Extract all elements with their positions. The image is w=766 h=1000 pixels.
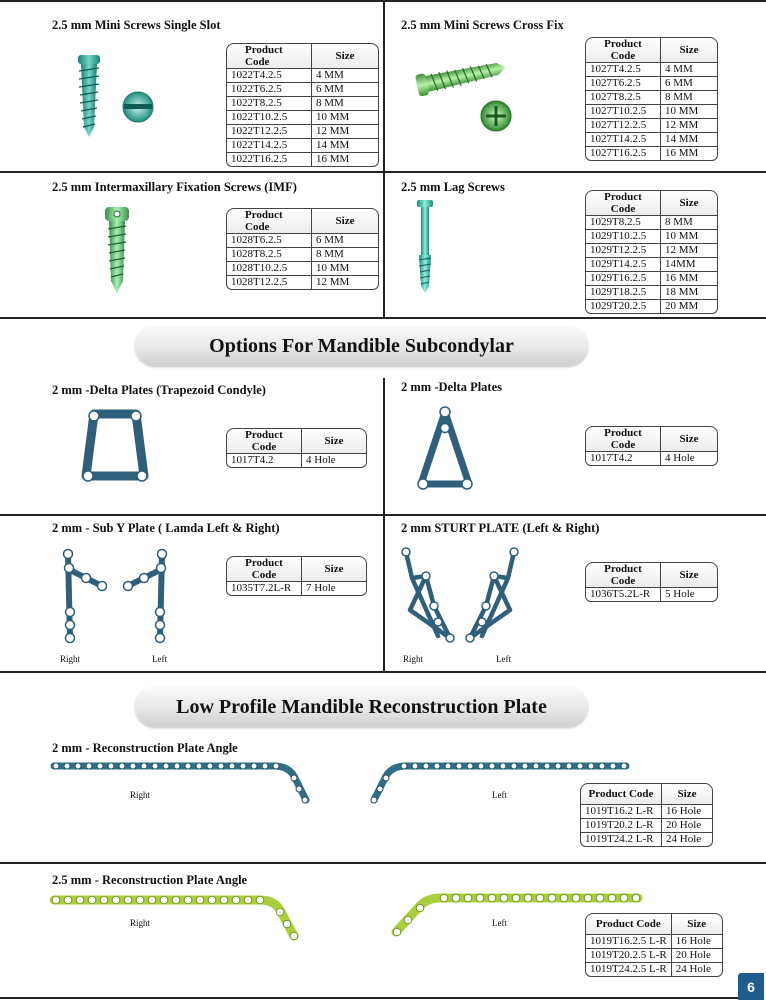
- plate-hole: [621, 763, 627, 769]
- plate-hole: [533, 763, 539, 769]
- size-cell: 4 MM: [660, 63, 718, 77]
- size-cell: 14 MM: [660, 133, 718, 147]
- plate-hole: [434, 763, 440, 769]
- size-cell: 12 MM: [660, 119, 718, 133]
- plate-hole: [218, 763, 224, 769]
- product-code-cell: 1019T24.2 L-R: [580, 833, 661, 847]
- plate-hole: [522, 763, 528, 769]
- table-row: [226, 69, 379, 83]
- column-header-size: Size: [311, 43, 379, 69]
- product-code-cell: 1028T8.2.5: [226, 248, 311, 262]
- section-title-recon-2mm: 2 mm - Reconstruction Plate Angle: [52, 741, 238, 755]
- table-row: [585, 452, 718, 466]
- plate-hole: [596, 894, 604, 902]
- label-right: Right: [130, 790, 151, 800]
- plate-hole: [251, 763, 257, 769]
- table-row: [226, 248, 379, 262]
- column-header-size: Size: [660, 562, 718, 588]
- table-row: [226, 83, 379, 97]
- plate-hole: [172, 896, 180, 904]
- label-right: Right: [403, 654, 424, 664]
- product-code-cell: 1029T12.2.5: [585, 244, 660, 258]
- column-header-size: Size: [660, 190, 718, 216]
- label-right: Right: [60, 654, 81, 664]
- product-code-cell: 1022T4.2.5: [226, 69, 311, 83]
- product-table-recon-2mm: [580, 783, 713, 847]
- section-title-mini-single: 2.5 mm Mini Screws Single Slot: [52, 18, 221, 32]
- column-header-size: Size: [671, 913, 723, 935]
- sub-y-plate-right-image: [58, 548, 113, 648]
- size-cell: 5 Hole: [660, 588, 718, 602]
- plate-hole: [383, 775, 389, 781]
- plate-hole: [577, 763, 583, 769]
- size-cell: 12 MM: [311, 125, 379, 139]
- size-cell: 20 Hole: [661, 819, 713, 833]
- plate-hole: [555, 763, 561, 769]
- table-row: [226, 125, 379, 139]
- plate-hole: [112, 896, 120, 904]
- table-row: [585, 935, 723, 949]
- plate-hole: [273, 763, 279, 769]
- table-row: [585, 105, 718, 119]
- size-cell: 16 MM: [660, 147, 718, 161]
- recon-plate-2-5mm-right-image: [48, 890, 308, 946]
- plate-hole: [393, 928, 401, 936]
- plate-hole: [136, 896, 144, 904]
- product-code-cell: 1022T14.2.5: [226, 139, 311, 153]
- plate-hole: [476, 894, 484, 902]
- product-code-cell: 1036T5.2L-R: [585, 588, 660, 602]
- product-code-cell: 1029T16.2.5: [585, 272, 660, 286]
- plate-hole: [440, 894, 448, 902]
- plate-hole: [119, 763, 125, 769]
- size-cell: 6 MM: [660, 77, 718, 91]
- product-table-lag: [585, 190, 718, 314]
- plate-hole: [456, 763, 462, 769]
- table-row: [580, 805, 713, 819]
- size-cell: 4 Hole: [660, 452, 718, 466]
- plate-hole: [560, 894, 568, 902]
- mini-screw-single-slot-image: [70, 55, 180, 150]
- plate-hole: [296, 786, 302, 792]
- column-divider-middle: [383, 378, 385, 672]
- product-code-cell: 1029T14.2.5: [585, 258, 660, 272]
- product-table-sturt: [585, 562, 718, 602]
- bottom-rule: [0, 997, 738, 999]
- product-code-cell: 1029T18.2.5: [585, 286, 660, 300]
- product-code-cell: 1022T10.2.5: [226, 111, 311, 125]
- table-row: [226, 139, 379, 153]
- column-header-product-code: Product Code: [585, 37, 660, 63]
- product-table-sub-y: [226, 556, 367, 596]
- row-divider-2: [0, 317, 766, 319]
- section-title-recon-2-5mm: 2.5 mm - Reconstruction Plate Angle: [52, 873, 248, 887]
- section-title-delta-trapezoid: 2 mm -Delta Plates (Trapezoid Condyle): [52, 383, 266, 397]
- label-left: Left: [492, 790, 507, 800]
- product-code-cell: 1027T14.2.5: [585, 133, 660, 147]
- plate-hole: [229, 763, 235, 769]
- product-code-cell: 1029T8.2.5: [585, 216, 660, 230]
- size-cell: 16 Hole: [661, 805, 713, 819]
- plate-hole: [174, 763, 180, 769]
- plate-hole: [377, 786, 383, 792]
- plate-hole: [478, 763, 484, 769]
- plate-hole: [75, 763, 81, 769]
- size-cell: 14 MM: [311, 139, 379, 153]
- plate-hole: [452, 894, 460, 902]
- banner-subcondylar: Options For Mandible Subcondylar: [135, 326, 588, 366]
- size-cell: 16 MM: [660, 272, 718, 286]
- product-code-cell: 1035T7.2L-R: [226, 582, 301, 596]
- column-header-size: Size: [661, 783, 713, 805]
- plate-hole: [76, 896, 84, 904]
- size-cell: 8 MM: [660, 91, 718, 105]
- plate-hole: [544, 763, 550, 769]
- plate-hole: [620, 894, 628, 902]
- product-code-cell: 1019T16.2 L-R: [580, 805, 661, 819]
- plate-hole: [632, 894, 640, 902]
- table-row: [585, 286, 718, 300]
- plate-hole: [196, 763, 202, 769]
- plate-hole: [610, 763, 616, 769]
- row-divider-5: [0, 862, 766, 864]
- plate-hole: [160, 896, 168, 904]
- column-header-size: Size: [660, 37, 718, 63]
- delta-plate-trapezoid-image: [80, 408, 150, 488]
- table-row: [585, 133, 718, 147]
- plate-hole: [130, 763, 136, 769]
- size-cell: 24 Hole: [671, 963, 723, 977]
- plate-hole: [52, 896, 60, 904]
- table-row: [585, 63, 718, 77]
- table-row: [226, 234, 379, 248]
- column-header-size: Size: [660, 426, 718, 452]
- plate-hole: [152, 763, 158, 769]
- plate-hole: [88, 896, 96, 904]
- plate-hole: [467, 763, 473, 769]
- plate-hole: [588, 763, 594, 769]
- plate-hole: [244, 896, 252, 904]
- table-row: [226, 582, 367, 596]
- size-cell: 14MM: [660, 258, 718, 272]
- section-title-mini-cross: 2.5 mm Mini Screws Cross Fix: [401, 18, 564, 32]
- label-right: Right: [130, 918, 151, 928]
- table-row: [585, 244, 718, 258]
- column-header-size: Size: [311, 208, 379, 234]
- size-cell: 10 MM: [311, 262, 379, 276]
- size-cell: 4 MM: [311, 69, 379, 83]
- plate-hole: [262, 763, 268, 769]
- plate-hole: [64, 763, 70, 769]
- product-code-cell: 1019T20.2.5 L-R: [585, 949, 671, 963]
- page-number-badge: 6: [738, 973, 764, 1000]
- column-header-product-code: Product Code: [585, 913, 671, 935]
- mini-screw-cross-fix-image: [414, 50, 524, 150]
- table-row: [226, 276, 379, 290]
- plate-hole: [412, 763, 418, 769]
- table-row: [585, 77, 718, 91]
- size-cell: 18 MM: [660, 286, 718, 300]
- product-table-mini-single: [226, 43, 379, 167]
- column-header-product-code: Product Code: [580, 783, 661, 805]
- plate-hole: [423, 763, 429, 769]
- size-cell: 24 Hole: [661, 833, 713, 847]
- section-title-lag: 2.5 mm Lag Screws: [401, 180, 505, 194]
- plate-hole: [416, 904, 424, 912]
- size-cell: 8 MM: [311, 97, 379, 111]
- size-cell: 6 MM: [311, 234, 379, 248]
- plate-hole: [291, 775, 297, 781]
- plate-hole: [512, 894, 520, 902]
- table-row: [226, 454, 367, 468]
- product-code-cell: 1027T10.2.5: [585, 105, 660, 119]
- size-cell: 16 Hole: [671, 935, 723, 949]
- table-row: [585, 949, 723, 963]
- product-code-cell: 1027T8.2.5: [585, 91, 660, 105]
- plate-hole: [536, 894, 544, 902]
- plate-hole: [404, 916, 412, 924]
- row-divider-1: [0, 171, 766, 173]
- table-row: [585, 272, 718, 286]
- product-code-cell: 1029T10.2.5: [585, 230, 660, 244]
- product-code-cell: 1019T20.2 L-R: [580, 819, 661, 833]
- product-code-cell: 1017T4.2: [585, 452, 660, 466]
- table-row: [585, 963, 723, 977]
- table-row: [585, 147, 718, 161]
- table-row: [585, 258, 718, 272]
- plate-hole: [97, 763, 103, 769]
- product-code-cell: 1027T6.2.5: [585, 77, 660, 91]
- label-left: Left: [152, 654, 167, 664]
- product-code-cell: 1022T12.2.5: [226, 125, 311, 139]
- size-cell: 8 MM: [660, 216, 718, 230]
- column-header-product-code: Product Code: [226, 43, 311, 69]
- plate-hole: [511, 763, 517, 769]
- section-title-imf: 2.5 mm Intermaxillary Fixation Screws (IMF): [52, 180, 297, 194]
- sturt-plate-right-image: [398, 546, 458, 651]
- product-code-cell: 1022T16.2.5: [226, 153, 311, 167]
- plate-hole: [124, 896, 132, 904]
- product-code-cell: 1027T4.2.5: [585, 63, 660, 77]
- plate-hole: [196, 896, 204, 904]
- table-row: [580, 819, 713, 833]
- product-code-cell: 1019T24.2.5 L-R: [585, 963, 671, 977]
- plate-hole: [163, 763, 169, 769]
- plate-hole: [584, 894, 592, 902]
- plate-hole: [524, 894, 532, 902]
- size-cell: 7 Hole: [301, 582, 367, 596]
- table-row: [585, 300, 718, 314]
- plate-hole: [240, 763, 246, 769]
- product-code-cell: 1027T12.2.5: [585, 119, 660, 133]
- product-code-cell: 1029T20.2.5: [585, 300, 660, 314]
- plate-hole: [608, 894, 616, 902]
- size-cell: 16 MM: [311, 153, 379, 167]
- plate-hole: [464, 894, 472, 902]
- row-divider-3: [0, 514, 766, 516]
- plate-hole: [599, 763, 605, 769]
- plate-hole: [184, 896, 192, 904]
- product-code-cell: 1017T4.2: [226, 454, 301, 468]
- plate-hole: [276, 908, 284, 916]
- table-row: [585, 588, 718, 602]
- banner-reconstruction: Low Profile Mandible Reconstruction Plate: [135, 687, 588, 727]
- plate-hole: [500, 763, 506, 769]
- table-row: [226, 97, 379, 111]
- size-cell: 6 MM: [311, 83, 379, 97]
- size-cell: 20 MM: [660, 300, 718, 314]
- plate-hole: [566, 763, 572, 769]
- plate-hole: [401, 763, 407, 769]
- plate-hole: [445, 763, 451, 769]
- table-row: [226, 153, 379, 167]
- plate-hole: [53, 763, 59, 769]
- size-cell: 4 Hole: [301, 454, 367, 468]
- plate-hole: [302, 797, 308, 803]
- product-code-cell: 1028T10.2.5: [226, 262, 311, 276]
- product-table-imf: [226, 208, 379, 290]
- plate-hole: [86, 763, 92, 769]
- plate-hole: [488, 894, 496, 902]
- delta-plate-image: [415, 404, 475, 494]
- product-code-cell: 1027T16.2.5: [585, 147, 660, 161]
- table-row: [585, 119, 718, 133]
- label-left: Left: [492, 918, 507, 928]
- plate-hole: [548, 894, 556, 902]
- size-cell: 12 MM: [311, 276, 379, 290]
- plate-hole: [232, 896, 240, 904]
- plate-hole: [185, 763, 191, 769]
- column-header-product-code: Product Code: [585, 562, 660, 588]
- plate-hole: [290, 932, 298, 940]
- section-title-sturt: 2 mm STURT PLATE (Left & Right): [401, 521, 600, 535]
- plate-hole: [572, 894, 580, 902]
- product-table-delta-trapezoid: [226, 428, 367, 468]
- plate-hole: [141, 763, 147, 769]
- plate-hole: [489, 763, 495, 769]
- table-row: [585, 230, 718, 244]
- label-left: Left: [496, 654, 511, 664]
- product-table-delta: [585, 426, 718, 466]
- plate-hole: [500, 894, 508, 902]
- product-code-cell: 1028T6.2.5: [226, 234, 311, 248]
- size-cell: 10 MM: [660, 230, 718, 244]
- row-divider-4: [0, 671, 766, 673]
- column-divider-top: [383, 0, 385, 318]
- size-cell: 10 MM: [311, 111, 379, 125]
- plate-hole: [208, 896, 216, 904]
- section-title-sub-y: 2 mm - Sub Y Plate ( Lamda Left & Right): [52, 521, 280, 535]
- table-row: [226, 262, 379, 276]
- size-cell: 12 MM: [660, 244, 718, 258]
- size-cell: 8 MM: [311, 248, 379, 262]
- plate-hole: [283, 920, 291, 928]
- table-row: [226, 111, 379, 125]
- column-header-size: Size: [301, 556, 367, 582]
- product-code-cell: 1019T16.2.5 L-R: [585, 935, 671, 949]
- column-header-product-code: Product Code: [226, 428, 301, 454]
- plate-hole: [220, 896, 228, 904]
- product-code-cell: 1028T12.2.5: [226, 276, 311, 290]
- table-row: [580, 833, 713, 847]
- plate-hole: [108, 763, 114, 769]
- product-code-cell: 1022T8.2.5: [226, 97, 311, 111]
- sturt-plate-left-image: [462, 546, 522, 651]
- plate-hole: [148, 896, 156, 904]
- sub-y-plate-left-image: [118, 548, 173, 648]
- plate-hole: [64, 896, 72, 904]
- table-row: [585, 91, 718, 105]
- table-row: [585, 216, 718, 230]
- recon-plate-2mm-right-image: [48, 758, 318, 810]
- plate-hole: [207, 763, 213, 769]
- plate-hole: [371, 797, 377, 803]
- column-header-product-code: Product Code: [226, 208, 311, 234]
- section-title-delta: 2 mm -Delta Plates: [401, 380, 503, 394]
- column-header-product-code: Product Code: [585, 190, 660, 216]
- plate-hole: [100, 896, 108, 904]
- column-header-product-code: Product Code: [226, 556, 301, 582]
- size-cell: 10 MM: [660, 105, 718, 119]
- lag-screw-image: [415, 200, 437, 295]
- product-code-cell: 1022T6.2.5: [226, 83, 311, 97]
- column-header-product-code: Product Code: [585, 426, 660, 452]
- plate-hole: [256, 896, 264, 904]
- size-cell: 20 Hole: [671, 949, 723, 963]
- column-header-size: Size: [301, 428, 367, 454]
- product-table-mini-cross: [585, 37, 718, 161]
- imf-screw-image: [103, 207, 133, 295]
- product-table-recon-2-5mm: [585, 913, 723, 977]
